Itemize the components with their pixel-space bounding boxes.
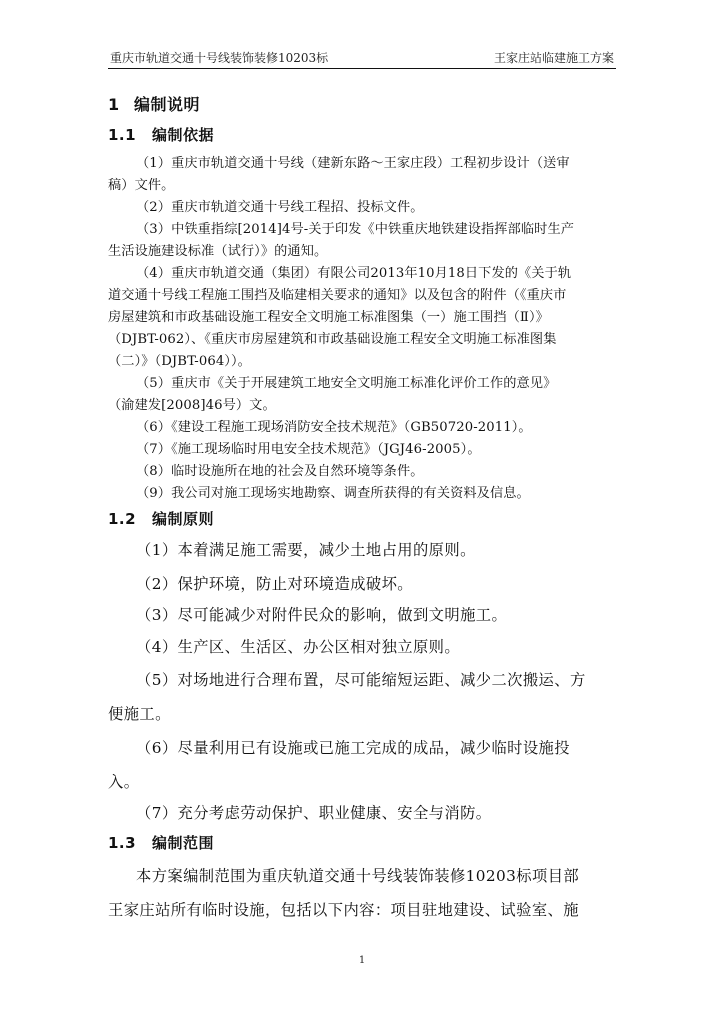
section-1-2-heading — [108, 508, 214, 529]
section-1-heading — [108, 92, 200, 115]
basis-line: （9）我公司对施工现场实地勘察、调查所获得的有关资料及信息。 — [136, 486, 530, 501]
running-header — [110, 49, 614, 67]
principle-line: （2）保护环境，防止对环境造成破坏。 — [136, 575, 413, 593]
principle-line: （6）尽量利用已有设施或已施工完成的成品，减少临时设施投 — [136, 739, 570, 757]
principle-line: （7）充分考虑劳动保护、职业健康、安全与消防。 — [136, 804, 492, 822]
page-number: 1 — [358, 955, 366, 966]
basis-line: （5）重庆市《关于开展建筑工地安全文明施工标准化评价工作的意见》 — [136, 376, 557, 391]
scope-line: 本方案编制范围为重庆轨道交通十号线装饰装修10203标项目部 — [136, 867, 580, 885]
basis-line: （DJBT-062）、《重庆市房屋建筑和市政基础设施工程安全文明施工标准图集 — [108, 332, 557, 347]
principle-line: （4）生产区、生活区、办公区相对独立原则。 — [136, 638, 461, 656]
section-title: 编制范围 — [152, 834, 215, 852]
basis-line: （2）重庆市轨道交通十号线工程招、投标文件。 — [136, 200, 424, 215]
basis-line: 稿）文件。 — [108, 178, 175, 193]
section-number: 1.3 — [108, 834, 137, 852]
basis-line: （4）重庆市轨道交通（集团）有限公司2013年10月18日下发的《关于轨 — [136, 266, 572, 281]
basis-line: （渝建发[2008]46号）文。 — [108, 398, 276, 413]
header-project-title: 重庆市轨道交通十号线装饰装修10203标 — [110, 51, 329, 65]
basis-line: （8）临时设施所在地的社会及自然环境等条件。 — [136, 464, 424, 479]
basis-line: （3）中铁重指综[2014]4号-关于印发《中铁重庆地铁建设指挥部临时生产 — [136, 222, 575, 237]
basis-line: （7）《施工现场临时用电安全技术规范》（JGJ46-2005）。 — [136, 442, 481, 457]
basis-line: 生活设施建设标准（试行）》的通知。 — [108, 244, 328, 259]
section-number: 1 — [108, 95, 120, 114]
section-number: 1.2 — [108, 510, 137, 528]
scope-line: 王家庄站所有临时设施，包括以下内容：项目驻地建设、试验室、施 — [108, 901, 579, 919]
header-document-title: 王家庄站临建施工方案 — [493, 51, 614, 65]
section-title: 编制原则 — [152, 510, 215, 528]
section-number: 1.1 — [108, 126, 137, 144]
principle-line: （5）对场地进行合理布置，尽可能缩短运距、减少二次搬运、方 — [136, 671, 586, 689]
basis-line: 房屋建筑和市政基础设施工程安全文明施工标准图集（一）施工围挡（Ⅱ）》 — [108, 310, 549, 325]
principle-line: （1）本着满足施工需要，减少土地占用的原则。 — [136, 541, 476, 559]
section-1-1-heading — [108, 124, 214, 145]
principle-line: 便施工。 — [108, 705, 171, 723]
section-title: 编制依据 — [152, 126, 215, 144]
header-rule — [108, 68, 616, 69]
basis-line: （二）》（DJBT-064））。 — [108, 354, 251, 369]
section-title: 编制说明 — [134, 95, 201, 114]
basis-line: （1）重庆市轨道交通十号线（建新东路～王家庄段）工程初步设计（送审 — [136, 156, 570, 171]
basis-line: 道交通十号线工程施工围挡及临建相关要求的通知》以及包含的附件（《重庆市 — [108, 288, 567, 303]
basis-line: （6）《建设工程施工现场消防安全技术规范》（GB50720-2011）。 — [136, 420, 532, 435]
section-1-3-heading — [108, 832, 214, 853]
principle-line: 入。 — [108, 773, 140, 791]
principle-line: （3）尽可能减少对附件民众的影响，做到文明施工。 — [136, 606, 508, 624]
